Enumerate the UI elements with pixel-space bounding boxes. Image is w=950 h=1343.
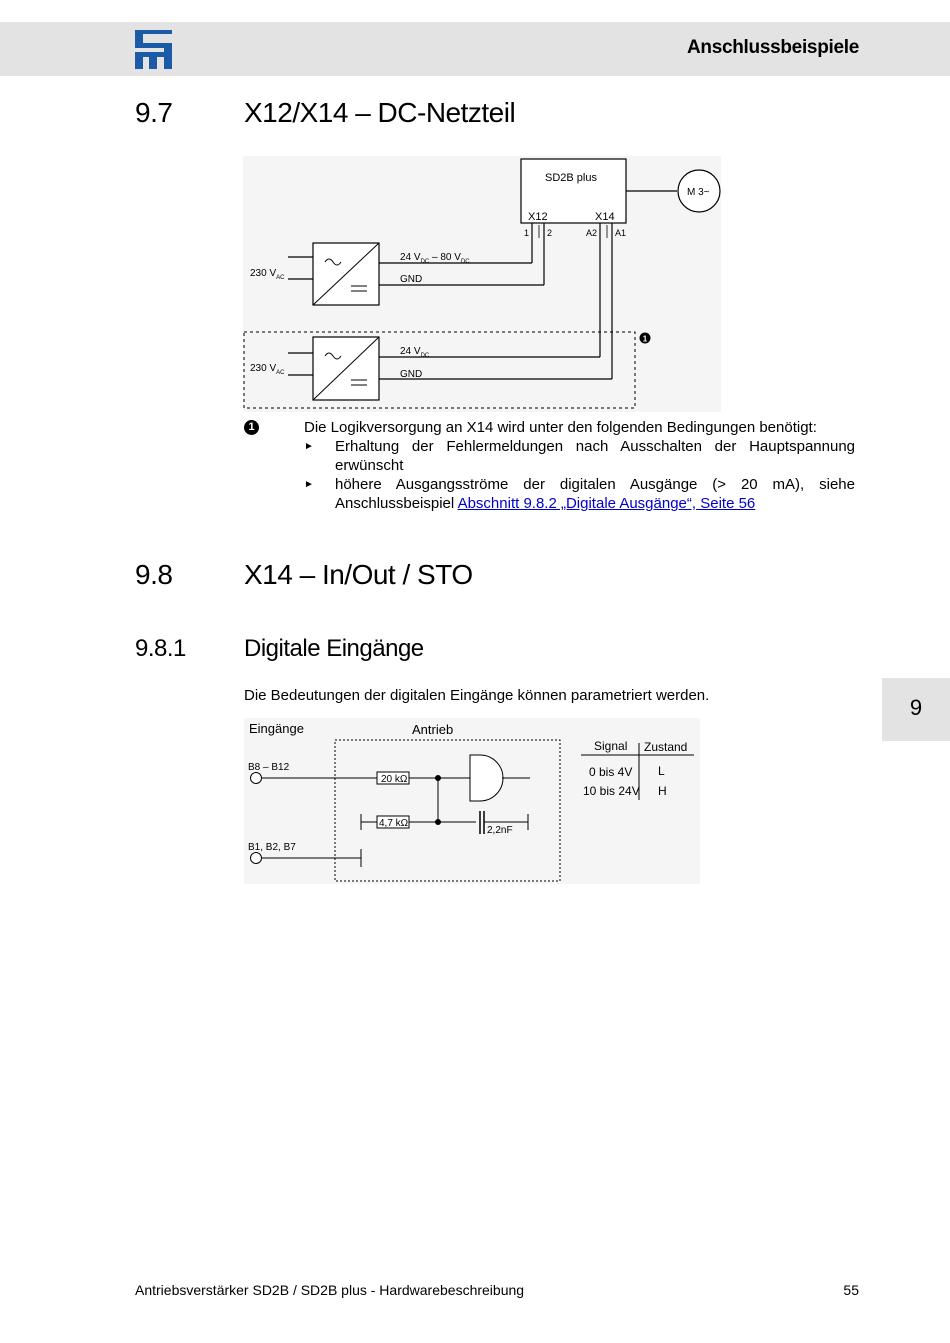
table-cell: 0 bis 4V [589,765,633,779]
section-number: 9.8 [135,559,173,590]
ac-input-label-2: 230 $V_{AC}$ [250,363,285,376]
page-number: 55 [843,1282,859,1298]
section-title: X14 – In/Out / STO [244,559,473,590]
table-cell: 10 bis 24V [583,784,640,798]
header-title: Anschlussbeispiele [686,37,859,58]
gnd-label-1: GND [400,274,423,285]
input-2-terminal [251,853,262,864]
resistor-4-7k-label: 4,7 kΩ [379,818,409,829]
dc-supply-wiring-diagram [243,156,721,412]
subsection-number: 9.8.1 [135,635,186,662]
section-number: 9.7 [135,97,173,128]
x12-label: X12 [528,211,548,223]
footer-text: Antriebsverstärker SD2B / SD2B plus - Hardwarebeschreibung [135,1282,525,1298]
device-label: SD2B plus [545,172,597,184]
input-2-label: B1, B2, B7 [248,842,296,853]
note-item-2: höhere Ausgangsströme der digitalen Ausgänge (> 20 mA), siehe Anschlussbeispiel Abschnitt 9.8.2 „Digitale Ausgänge“, Seite 56 [335,476,855,512]
input-1-terminal [251,773,262,784]
pin-2: 2 [547,228,553,238]
bullet-icon: ► [304,441,314,452]
note-item-1: Erhaltung der Fehlermeldungen nach Ausschalten der Hauptspannung erwünscht [335,438,855,474]
pin-a2: A2 [586,228,598,238]
chapter-tab: 9 [882,678,950,741]
table-cell: H [658,784,667,798]
subsection-title: Digitale Eingänge [244,635,424,662]
inputs-label: Eingänge [249,721,304,736]
psu-2-output-label: 24 $V_{DC}$ [400,346,430,359]
table-header: Zustand [644,740,688,754]
bullet-icon: ► [304,479,314,490]
pin-1: 1 [524,228,530,238]
intro-text: Die Bedeutungen der digitalen Eingänge können parametriert werden. [244,687,710,704]
company-logo [135,30,172,69]
ac-input-label-1: 230 $V_{AC}$ [250,268,285,281]
note-marker: 1 [244,420,259,435]
drive-label: Antrieb [412,722,454,737]
table-cell: L [658,764,665,778]
capacitor-label: 2,2nF [487,825,513,836]
section-link[interactable]: Abschnitt 9.8.2 „Digitale Ausgänge“, Seite 56 [457,495,756,512]
table-header: Signal [594,739,628,753]
psu-1-output-label: 24 $V_{DC} - 80$ $V_{DC}$ [400,252,470,265]
digital-inputs-diagram [244,718,700,884]
gnd-label-2: GND [400,369,423,380]
x14-label: X14 [595,211,615,223]
svg-text:1: 1 [642,334,648,344]
section-title: X12/X14 – DC-Netzteil [244,97,516,128]
resistor-20k-label: 20 kΩ [381,774,408,785]
input-1-label: B8 – B12 [248,762,290,773]
pin-a1: A1 [615,228,627,238]
note-text: Die Logikversorgung an X14 wird unter den folgenden Bedingungen benötigt: [304,419,817,436]
motor-label: M 3~ [687,187,710,198]
